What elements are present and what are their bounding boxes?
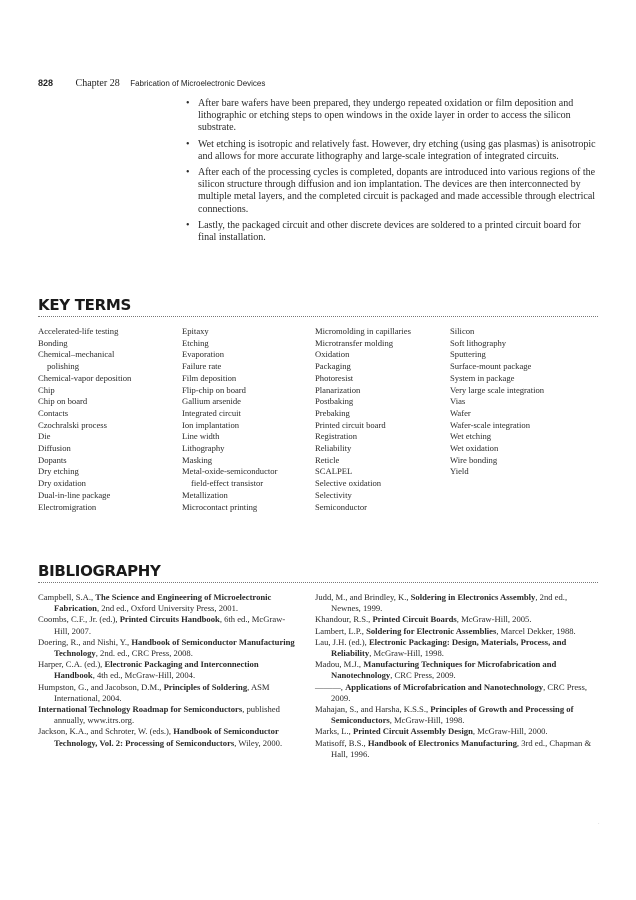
key-term: Wet oxidation [450,443,499,454]
bibliography-entry: Khandour, R.S., Printed Circuit Boards, McGraw-Hill, 2005. [315,614,532,625]
key-term: Ion implantation [182,419,240,430]
key-term: Silicon [450,326,475,336]
key-term: Evaporation [182,349,224,360]
key-term: Czochralski process [38,419,107,430]
key-term: Line width [182,431,220,442]
key-term: Contacts [38,407,69,418]
bullet-icon: • [186,138,190,150]
summary-bullet: • Wet etching is isotropic and relatively fast. However, dry etching (using gas plasmas) is anisotropic and allows for more accurate lithography and large-scale integration of integrated circuits. [186,138,596,162]
key-term: Soft lithography [450,337,507,348]
bibliography-entry: Madou, M.J., Manufacturing Techniques for Microfabrication and Nanotechnology, CRC Press, 2009. [315,659,557,681]
key-term: Wafer-scale integration [450,419,531,430]
key-terms-column-2 [182,326,277,513]
key-term: Sputtering [450,349,486,360]
key-term: Wire bonding [450,454,498,465]
key-term: Very large scale integration [450,384,545,395]
bibliography-entry: Matisoff, B.S., Handbook of Electronics Manufacturing, 3rd ed., Chapman & Hall, 1996. [315,737,592,759]
bibliography-entry: Lambert, L.P., Soldering for Electronic Assemblies, Marcel Dekker, 1988. [315,625,576,636]
key-term: Chip [38,384,55,395]
key-terms-column-3 [315,326,411,513]
key-term: Dry etching [38,466,79,477]
bibliography-entry: Jackson, K.A., and Schroter, W. (eds.), Handbook of Semiconductor Technology, Vol. 2: Processing of Semiconductors, Wiley, 2000. [38,726,283,748]
key-term: Die [38,431,51,442]
key-term: Film deposition [182,372,237,383]
key-term: Prebaking [315,407,350,418]
key-terms-column-1 [38,326,131,513]
chapter-label: Chapter 28 [75,78,120,89]
key-terms-column-4 [450,326,544,478]
key-term: Dry oxidation [38,478,86,489]
key-term: Chip on board [38,396,88,407]
bibliography-heading: BIBLIOGRAPHY [38,562,161,580]
key-term: Postbaking [315,396,354,407]
key-term: polishing [47,361,79,372]
key-term: Wafer [450,407,471,418]
key-term: Microtransfer molding [315,337,394,348]
key-term: SCALPEL [315,466,353,477]
bibliography-divider [38,582,598,583]
bibliography-entry: International Technology Roadmap for Semiconductors, published annually, www.itrs.org. [38,704,280,726]
bullet-icon: • [186,98,190,109]
page-number: 828 [38,78,54,88]
bibliography-entry: Marks, L., Printed Circuit Assembly Design, McGraw-Hill, 2000. [315,726,548,737]
key-term: Packaging [315,361,351,372]
key-term: Chemical-vapor deposition [38,372,132,383]
bibliography-entry: Judd, M., and Brindley, K., Soldering in Electronics Assembly, 2nd ed., Newnes, 1999. [315,592,568,614]
key-term: Yield [450,466,469,477]
bullet-icon: • [186,219,190,231]
key-term: Reticle [315,454,340,465]
key-term: Failure rate [182,361,222,372]
bibliography-entry: Harper, C.A. (ed.), Electronic Packaging and Interconnection Handbook, 4th ed., McGraw-Hill, 2004. [38,659,259,681]
bullet-icon: • [186,167,190,179]
summary-bullet: • After bare wafers have been prepared, they undergo repeated oxidation or film deposition and lithographic or etching steps to open windows in the oxide layer in order to access the silicon substrate. [186,98,574,134]
bibliography-entry: ———, Applications of Microfabrication and Nanotechnology, CRC Press, 2009. [315,681,587,703]
bibliography-entry: Coombs, C.F., Jr. (ed.), Printed Circuits Handbook, 6th ed., McGraw-Hill, 2007. [38,614,286,636]
key-term: Semiconductor [315,501,368,512]
bibliography-entry: Lau, J.H. (ed.), Electronic Packaging: Design, Materials, Process, and Reliability, McGraw-Hill, 1998. [315,636,567,659]
key-term: Gallium arsenide [182,396,241,407]
summary-bullet: • After each of the processing cycles is completed, dopants are introduced into various regions of the silicon structure through diffusion and ion implantation. The devices are then interconnected by multiple metal layers, and the completed circuit is packaged and made accessible through electrical connections. [186,167,596,215]
key-term: Bonding [38,337,68,348]
key-term: Surface-mount package [450,361,532,372]
key-term: Selective oxidation [315,478,382,489]
scan-speck: · [598,822,600,827]
key-term: Metallization [182,489,228,500]
key-term: Vias [450,396,466,407]
key-term: Electromigration [38,501,97,512]
running-head [38,78,265,89]
key-term: Reliability [315,443,352,454]
bibliography-column-right [315,592,599,760]
key-term: Diffusion [38,443,71,454]
bibliography-entry: Doering, R., and Nishi, Y., Handbook of Semiconductor Manufacturing Technology, 2nd. ed., CRC Press, 2008. [38,636,295,659]
key-terms-divider [38,316,598,317]
key-term: Metal-oxide-semiconductor [182,466,278,477]
key-term: Dual-in-line package [38,489,111,500]
key-term: Etching [182,337,209,348]
chapter-title: Fabrication of Microelectronic Devices [130,79,266,88]
bibliography-entry: Mahajan, S., and Harsha, K.S.S., Principles of Growth and Processing of Semiconductors, McGraw-Hill, 1998. [315,704,574,726]
key-term: Integrated circuit [182,407,241,418]
key-term: Micromolding in capillaries [315,326,411,336]
key-term: Printed circuit board [315,419,386,430]
key-term: Microcontact printing [182,501,258,512]
key-term: Planarization [315,384,361,395]
key-terms-heading: KEY TERMS [38,296,132,314]
bibliography-column-left [38,592,300,749]
bibliography-entry: Humpston, G., and Jacobson, D.M., Principles of Soldering, ASM International, 2004. [38,681,270,703]
bibliography-entry: Campbell, S.A., The Science and Engineering of Microelectronic Fabrication, 2nd ed., Oxford University Press, 2001. [38,592,272,614]
key-term: Flip-chip on board [182,384,246,395]
key-term: field-effect transistor [191,478,264,489]
key-term: Oxidation [315,349,350,360]
summary-bullet-list [186,98,598,248]
key-term: Dopants [38,454,67,465]
key-term: Masking [182,454,213,465]
key-term: Accelerated-life testing [38,326,119,336]
key-term: Wet etching [450,431,492,442]
key-term: Epitaxy [182,326,209,336]
key-term: Registration [315,431,358,442]
key-term: Photoresist [315,372,354,383]
summary-bullet: • Lastly, the packaged circuit and other discrete devices are soldered to a printed circuit board for final installation. [186,219,581,244]
key-term: Selectivity [315,489,352,500]
key-term: Lithography [182,443,225,454]
key-term: Chemical–mechanical [38,349,115,360]
key-term: System in package [450,372,515,383]
